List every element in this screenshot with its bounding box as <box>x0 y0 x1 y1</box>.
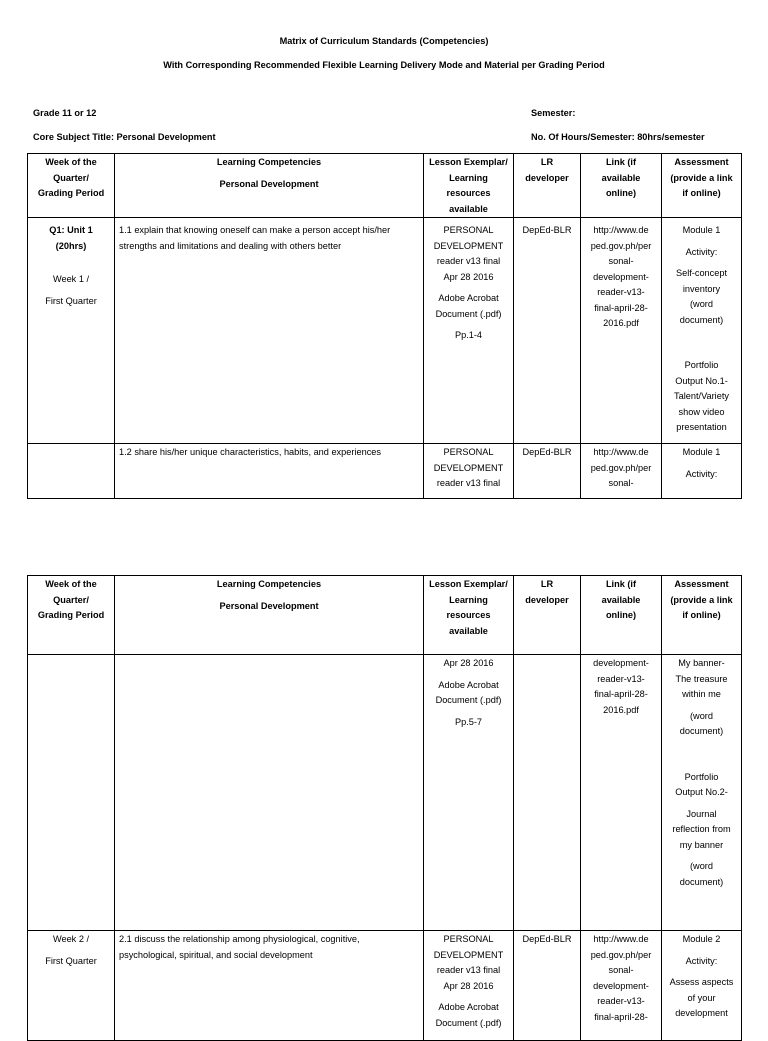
link-cell: http://www.de ped.gov.ph/per sonal- development- reader-v13- final-april-28- 2016.pdf <box>581 218 662 444</box>
link-cell: development- reader-v13- final-april-28- 2016.pdf <box>581 655 662 931</box>
hours-per-semester: No. Of Hours/Semester: 80hrs/semester <box>531 132 705 142</box>
developer-cell: DepEd-BLR <box>514 218 581 444</box>
table-header-row <box>28 154 742 218</box>
table-row <box>28 655 742 931</box>
header-lesson-exemplar: Lesson Exemplar/ Learning resources available <box>424 576 514 655</box>
header-link: Link (if available online) <box>581 576 662 655</box>
header-lr-developer: LR developer <box>514 154 581 218</box>
semester-label: Semester: <box>531 108 576 118</box>
week-cell <box>28 655 115 931</box>
week-cell: Q1: Unit 1 (20hrs) Week 1 / First Quarter <box>28 218 115 444</box>
table-header-row <box>28 576 742 655</box>
table-row <box>28 444 742 499</box>
week-cell: Week 2 / First Quarter <box>28 931 115 1041</box>
header-lr-developer: LR developer <box>514 576 581 655</box>
resource-cell: PERSONAL DEVELOPMENT reader v13 final Apr 28 2016 Adobe Acrobat Document (.pdf) <box>424 931 514 1041</box>
resource-cell: Apr 28 2016 Adobe Acrobat Document (.pdf) Pp.5-7 <box>424 655 514 931</box>
header-lesson-exemplar: Lesson Exemplar/ Learning resources available <box>424 154 514 218</box>
header-assessment: Assessment (provide a link if online) <box>662 154 742 218</box>
developer-cell: DepEd-BLR <box>514 444 581 499</box>
document-title: Matrix of Curriculum Standards (Competencies) <box>279 36 489 46</box>
link-cell: http://www.de ped.gov.ph/per sonal- development- reader-v13- final-april-28- <box>581 931 662 1041</box>
document-subtitle: With Corresponding Recommended Flexible Learning Delivery Mode and Material per Grading Period <box>163 60 605 70</box>
week-cell <box>28 444 115 499</box>
header-week: Week of the Quarter/ Grading Period <box>28 154 115 218</box>
resource-cell: PERSONAL DEVELOPMENT reader v13 final Apr 28 2016 Adobe Acrobat Document (.pdf) Pp.1-4 <box>424 218 514 444</box>
curriculum-matrix-table-1 <box>27 153 742 499</box>
header-week: Week of the Quarter/ Grading Period <box>28 576 115 655</box>
header-assessment: Assessment (provide a link if online) <box>662 576 742 655</box>
header-learning-competencies: Learning Competencies Personal Development <box>115 154 424 218</box>
header-link: Link (if available online) <box>581 154 662 218</box>
developer-cell: DepEd-BLR <box>514 931 581 1041</box>
competency-cell: 1.1 explain that knowing oneself can make a person accept his/her strengths and limitations and dealing with others better <box>115 218 424 444</box>
link-cell: http://www.de ped.gov.ph/per sonal- <box>581 444 662 499</box>
assessment-cell: Module 2 Activity: Assess aspects of your development <box>662 931 742 1041</box>
assessment-cell: Module 1 Activity: <box>662 444 742 499</box>
assessment-cell: Module 1 Activity: Self-concept inventory (word document) Portfolio Output No.1- Talent/Variety show video presentation <box>662 218 742 444</box>
competency-cell: 2.1 discuss the relationship among physiological, cognitive, psychological, spiritual, and social development <box>115 931 424 1041</box>
resource-cell: PERSONAL DEVELOPMENT reader v13 final <box>424 444 514 499</box>
competency-cell <box>115 655 424 931</box>
developer-cell <box>514 655 581 931</box>
table-row <box>28 218 742 444</box>
competency-cell: 1.2 share his/her unique characteristics, habits, and experiences <box>115 444 424 499</box>
core-subject-title: Core Subject Title: Personal Development <box>33 132 216 142</box>
assessment-cell: My banner- The treasure within me (word document) Portfolio Output No.2- Journal reflection from my banner (word document) <box>662 655 742 931</box>
table-row <box>28 931 742 1041</box>
curriculum-matrix-table-2 <box>27 575 742 1041</box>
header-learning-competencies: Learning Competencies Personal Development <box>115 576 424 655</box>
grade-label: Grade 11 or 12 <box>33 108 97 118</box>
